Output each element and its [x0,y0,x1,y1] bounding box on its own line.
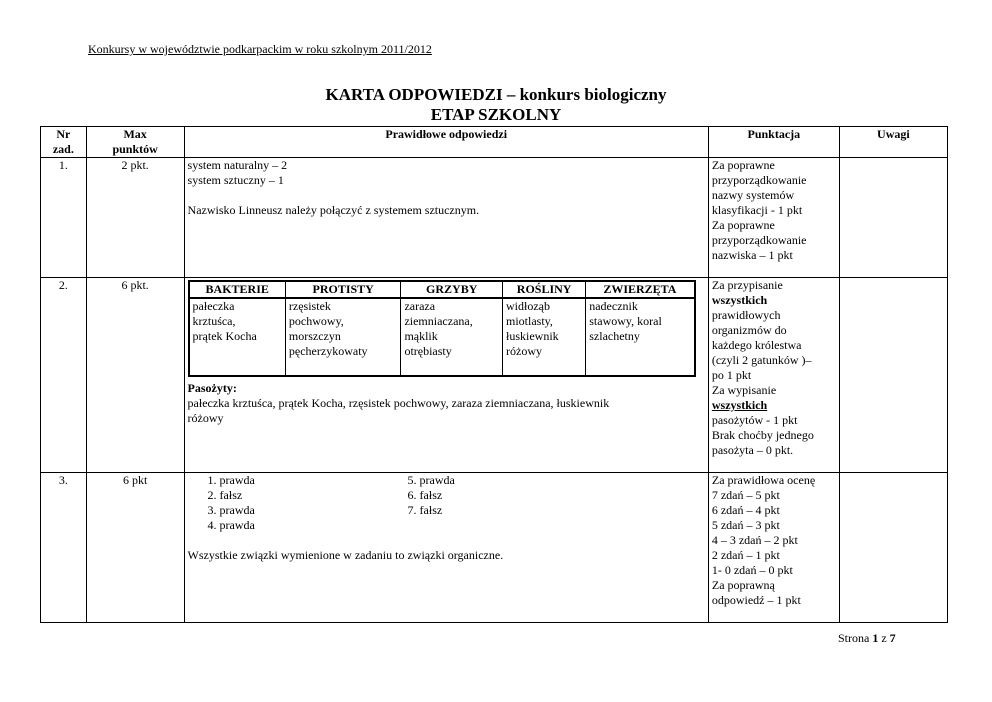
kingdom-cell: rzęsistek pochwowy, morszczyn pęcherzykowaty [285,298,401,376]
kingdom-cell: nadecznik stawowy, koral szlachetny [586,298,695,376]
kingdom-cell: zaraza ziemniaczana, mąklik otrębiasty [401,298,503,376]
page-number: Strona 1 z 7 [838,631,896,645]
task-max-points: 6 pkt [86,473,184,623]
col-answers: Prawidłowe odpowiedzi [184,127,708,158]
kingdom-bakterie: BAKTERIE [189,281,286,298]
task-number: 1. [41,158,87,278]
kingdom-zwierzeta: ZWIERZĘTA [586,281,695,298]
table-row [41,278,948,473]
task-number: 3. [41,473,87,623]
col-notes: Uwagi [839,127,947,158]
task-notes [839,473,947,623]
task-max-points: 2 pkt. [86,158,184,278]
page-header: Konkursy w województwie podkarpackim w roku szkolnym 2011/2012 [88,42,432,56]
task-notes [839,278,947,473]
col-nr: Nr zad. [41,127,87,158]
kingdom-rosliny: ROŚLINY [503,281,586,298]
kingdoms-table [188,280,696,377]
task-answer: system naturalny – 2 system sztuczny – 1 Nazwisko Linneusz należy połączyć z systemem sztucznym. [184,158,708,278]
parasites-list: pałeczka krztuśca, prątek Kocha, rzęsistek pochwowy, zaraza ziemniaczana, łuskiewnik [187,396,610,410]
task-scoring: Za prawidłowa ocenę 7 zdań – 5 pkt 6 zdań – 4 pkt 5 zdań – 3 pkt 4 – 3 zdań – 2 pkt 2 zdań – 1 pkt 1- 0 zdań – 0 pkt Za poprawną odpowiedź – 1 pkt [708,473,839,623]
kingdom-cell: pałeczka krztuśca, prątek Kocha [189,298,286,376]
table-header-row [41,127,948,158]
kingdom-cell: widłoząb miotlasty, łuskiewnik różowy [503,298,586,376]
task-max-points: 6 pkt. [86,278,184,473]
answer-table [40,126,948,623]
col-max: Max punktów [86,127,184,158]
page-subtitle: ETAP SZKOLNY [430,105,562,124]
col-scoring: Punktacja [708,127,839,158]
kingdom-grzyby: GRZYBY [401,281,503,298]
page-title: KARTA ODPOWIEDZI – konkurs biologiczny [325,85,667,104]
table-row [41,158,948,278]
task-answer: BAKTERIE PROTISTY GRZYBY ROŚLINY ZWIERZĘTA pałeczka krztuśca, prątek Kocha rzęsistek pochwowy, morszczyn pęcherzykowaty zaraza ziemniaczana, mąklik otrębiasty widłoząb miotlasty, łuskiewnik różowy nadecznik stawowy, koral szlachetny Pasożyty: pałeczka krztuśca, prątek Kocha, rzęsistek pochwowy, zaraza ziemniaczana, łuskiewnik różowy [184,278,708,473]
kingdom-protisty: PROTISTY [285,281,401,298]
task-number: 2. [41,278,87,473]
task-notes [839,158,947,278]
task-scoring: Za poprawne przyporządkowanie nazwy systemów klasyfikacji - 1 pkt Za poprawne przyporządkowanie nazwiska – 1 pkt [708,158,839,278]
table-row [41,473,948,623]
parasites-label: Pasożyty: [187,381,237,395]
task-scoring: Za przypisanie wszystkich prawidłowych organizmów do każdego królestwa (czyli 2 gatunków )– po 1 pkt Za wypisanie wszystkich pasożytów - 1 pkt Brak choćby jednego pasożyta – 0 pkt. [708,278,839,473]
task-answer: 1. prawda 2. fałsz 3. prawda 4. prawda 5. prawda 6. fałsz 7. fałsz Wszystkie związki wymienione w zadaniu to związki organiczne. [184,473,708,623]
